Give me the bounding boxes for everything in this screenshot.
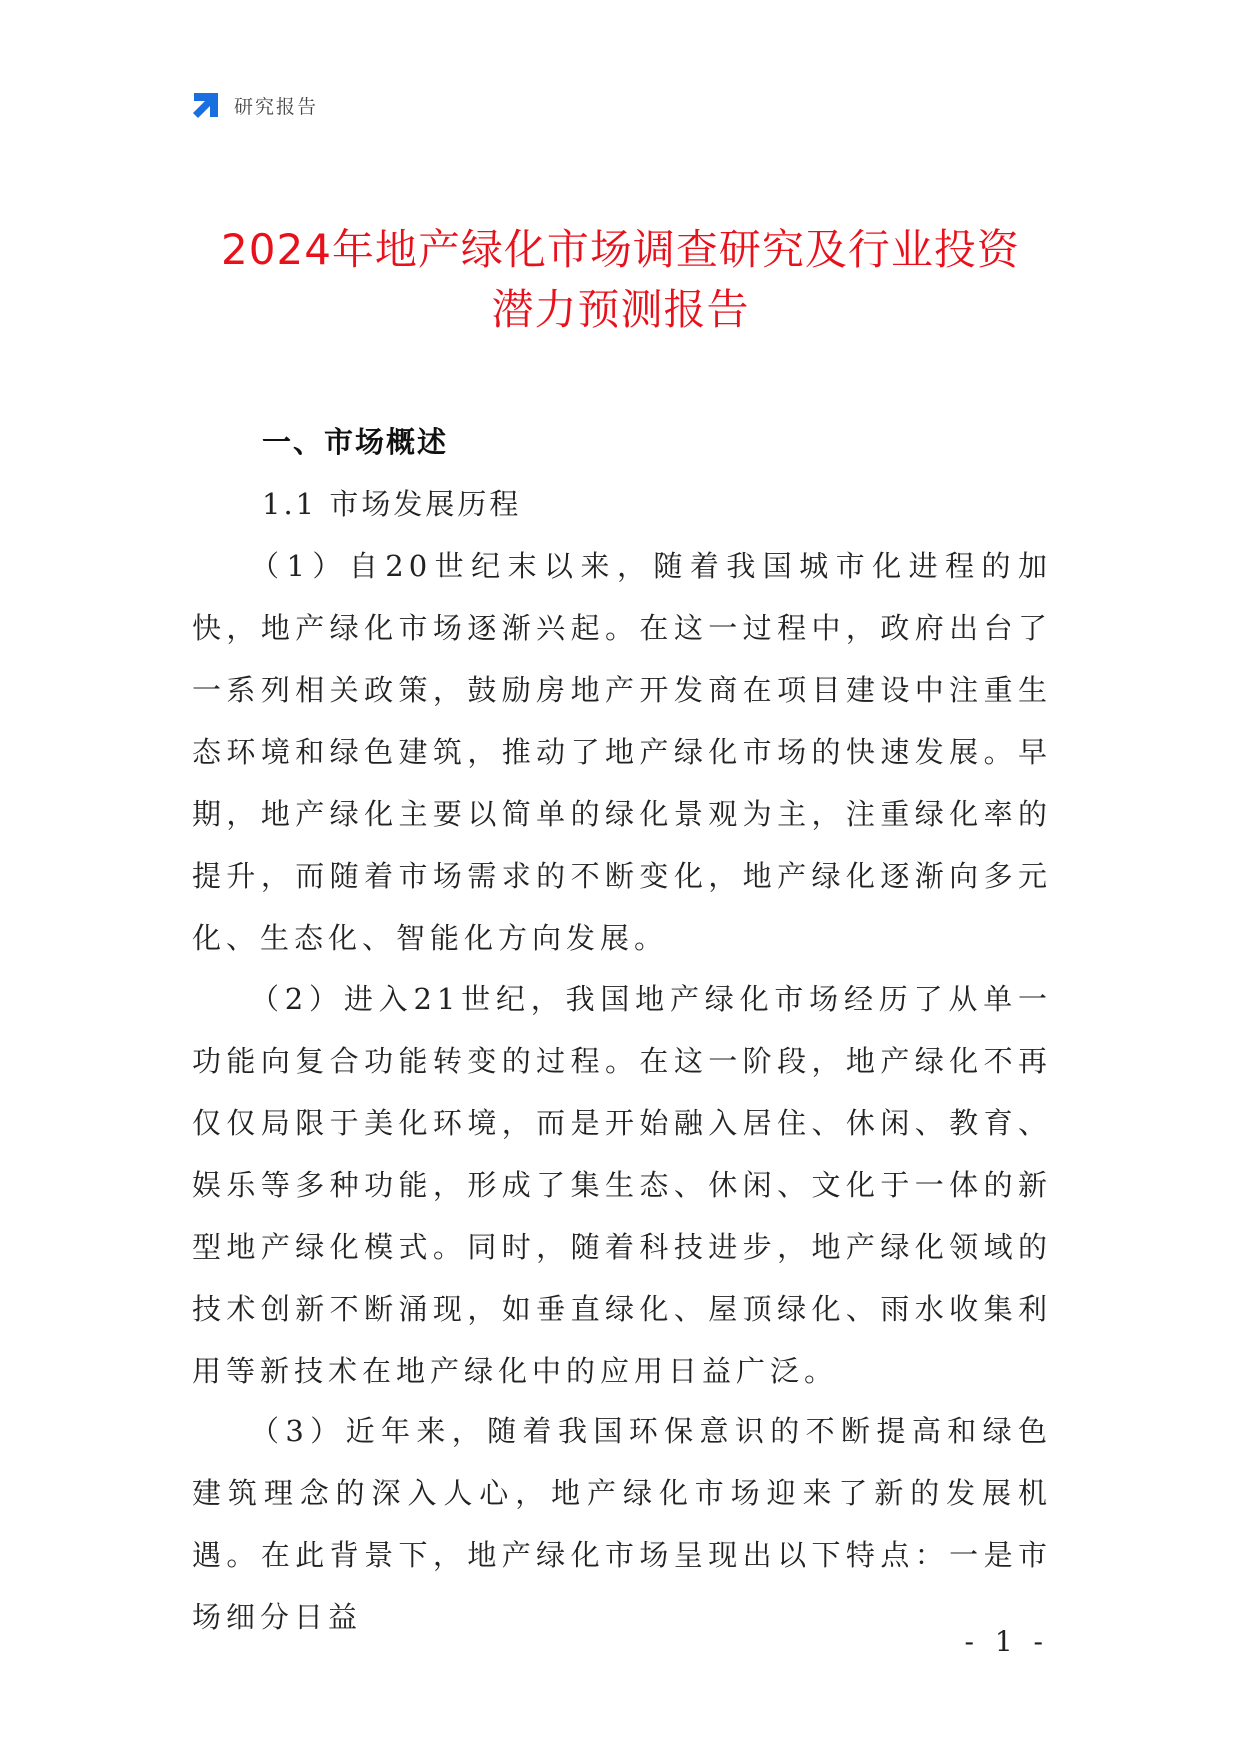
header-label: 研究报告 <box>234 95 319 118</box>
title-line-1: 2024年地产绿化市场调查研究及行业投资 <box>221 225 1020 274</box>
page-title <box>150 220 1091 340</box>
arrow-up-right-icon <box>190 89 222 121</box>
section-heading: 一、市场概述 <box>262 425 449 459</box>
report-header <box>190 88 318 122</box>
paragraph-2: （2）进入21世纪，我国地产绿化市场经历了从单一功能向复合功能转变的过程。在这一阶段，地产绿化不再仅仅局限于美化环境，而是开始融入居住、休闲、教育、娱乐等多种功能，形成了集生态、休闲、文化于一体的新型地产绿化模式。同时，随着科技进步，地产绿化领域的技术创新不断涌现，如垂直绿化、屋顶绿化、雨水收集利用等新技术在地产绿化中的应用日益广泛。 <box>192 982 1052 1388</box>
paragraph-3: （3）近年来，随着我国环保意识的不断提高和绿色建筑理念的深入人心，地产绿化市场迎来了新的发展机遇。在此背景下，地产绿化市场呈现出以下特点：一是市场细分日益 <box>192 1414 1052 1634</box>
paragraph-1: （1）自20世纪末以来，随着我国城市化进程的加快，地产绿化市场逐渐兴起。在这一过程中，政府出台了一系列相关政策，鼓励房地产开发商在项目建设中注重生态环境和绿色建筑，推动了地产绿化市场的快速发展。早期，地产绿化主要以简单的绿化景观为主，注重绿化率的提升，而随着市场需求的不断变化，地产绿化逐渐向多元化、生态化、智能化方向发展。 <box>192 549 1052 955</box>
title-line-2: 潜力预测报告 <box>491 285 750 334</box>
page-number: - 1 - <box>964 1625 1049 1658</box>
subsection-heading: 1.1 市场发展历程 <box>262 487 522 521</box>
